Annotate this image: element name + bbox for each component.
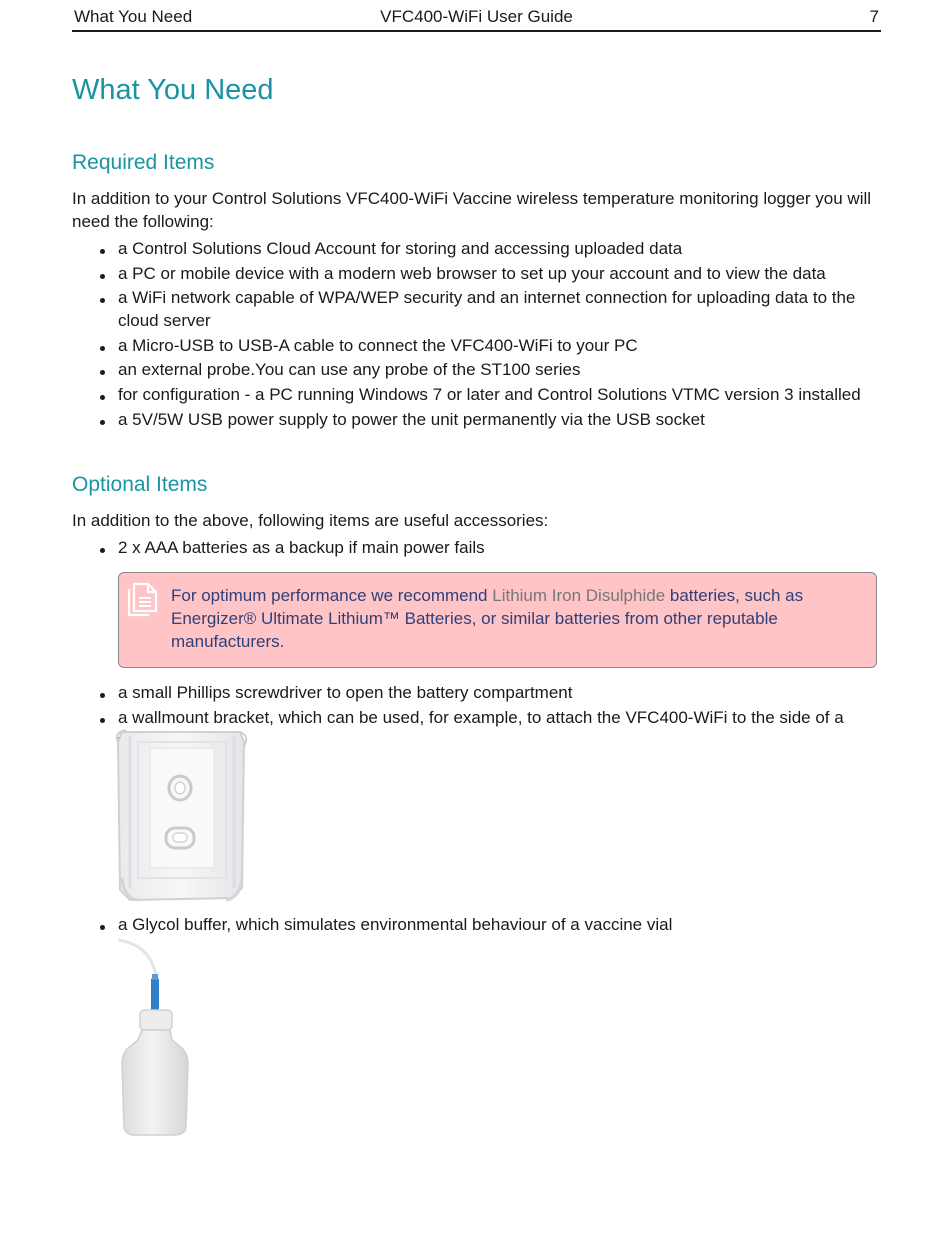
page-header — [72, 4, 881, 32]
optional-items-list — [72, 536, 882, 561]
header-page-number: 7 — [869, 7, 879, 26]
document-note-icon — [126, 581, 160, 619]
list-item: a wallmount bracket, which can be used, for example, to attach the VFC400-WiFi to the side of a — [72, 706, 882, 752]
list-item: a 5V/5W USB power supply to power the unit permanently via the USB socket — [72, 408, 882, 431]
list-item: a Micro-USB to USB-A cable to connect the VFC400-WiFi to your PC — [72, 334, 882, 357]
note-highlight: Lithium Iron Disulphide — [492, 586, 666, 605]
required-items-heading: Required Items — [72, 151, 215, 174]
optional-items-intro: In addition to the above, following items are useful accessories: — [72, 511, 549, 530]
glycol-buffer-bottle-image — [116, 938, 196, 1138]
optional-items-heading: Optional Items — [72, 473, 208, 496]
note-text — [171, 584, 861, 653]
list-item: an external probe.You can use any probe of the ST100 series — [72, 358, 882, 381]
battery-recommendation-note — [118, 572, 877, 668]
list-item: a Control Solutions Cloud Account for storing and accessing uploaded data — [72, 237, 882, 260]
header-section-title: What You Need — [74, 7, 193, 26]
wallmount-bracket-image — [116, 728, 248, 906]
list-item: a WiFi network capable of WPA/WEP security and an internet connection for uploading data to the cloud server — [72, 286, 882, 332]
list-item: for configuration - a PC running Windows 7 or later and Control Solutions VTMC version 3 installed — [72, 383, 882, 406]
list-item: a Glycol buffer, which simulates environmental behaviour of a vaccine vial — [72, 913, 882, 936]
list-item: a PC or mobile device with a modern web browser to set up your account and to view the data — [72, 262, 882, 285]
required-items-list — [72, 237, 882, 432]
page-title: What You Need — [72, 74, 274, 106]
required-items-intro: In addition to your Control Solutions VFC400-WiFi Vaccine wireless temperature monitoring logger you will need the following: — [72, 189, 872, 231]
header-document-title: VFC400-WiFi User Guide — [380, 7, 573, 26]
list-item: 2 x AAA batteries as a backup if main power fails — [72, 536, 882, 559]
note-text-start: For optimum performance we recommend — [171, 586, 493, 605]
list-item: a small Phillips screwdriver to open the battery compartment — [72, 681, 882, 704]
optional-items-list-glycol — [72, 913, 882, 938]
note-text-end: batteries, such as Energizer® Ultimate Lithium™ Batteries, or similar batteries from other reputable manufacturers. — [171, 586, 804, 651]
